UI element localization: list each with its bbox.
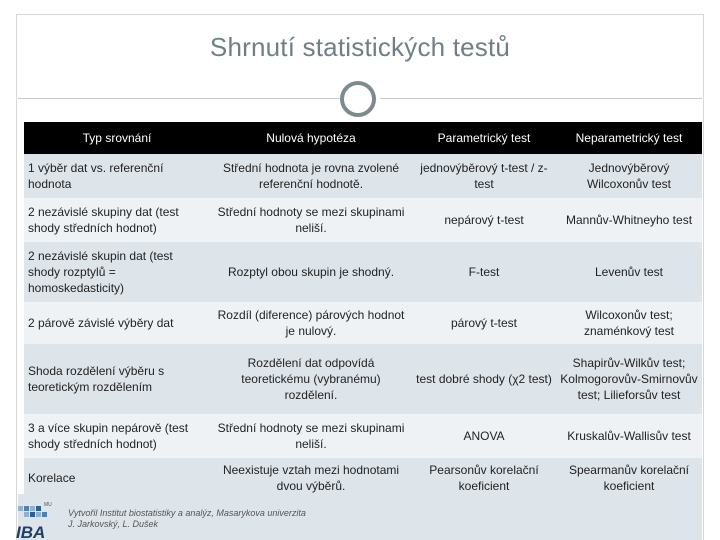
- cell-comparison-type: Shoda rozdělení výběru s teoretickým rozdělením: [24, 344, 210, 414]
- cell-nonparametric-test: Jednovýběrový Wilcoxonův test: [556, 154, 702, 198]
- header-parametric-test: Parametrický test: [412, 122, 556, 154]
- cell-null-hypothesis: Rozdělení dat odpovídá teoretickému (vybranému) rozdělení.: [210, 344, 412, 414]
- table-header-row: [24, 122, 702, 154]
- table-row: [24, 302, 702, 344]
- cell-comparison-type: 1 výběr dat vs. referenční hodnota: [24, 154, 210, 198]
- cell-parametric-test: ANOVA: [412, 414, 556, 458]
- title-divider-right: [380, 98, 702, 99]
- cell-parametric-test: Pearsonův korelační koeficient: [412, 458, 556, 498]
- cell-comparison-type: Korelace: [24, 458, 210, 498]
- cell-nonparametric-test: Spearmanův korelační koeficient: [556, 458, 702, 498]
- table-row: [24, 198, 702, 242]
- header-comparison-type: Typ srovnání: [24, 122, 210, 154]
- cell-parametric-test: nepárový t-test: [412, 198, 556, 242]
- statistical-tests-table: [24, 122, 702, 498]
- cell-null-hypothesis: Střední hodnota je rovna zvolené referenční hodnotě.: [210, 154, 412, 198]
- cell-parametric-test: jednovýběrový t-test / z-test: [412, 154, 556, 198]
- cell-nonparametric-test: Levenův test: [556, 242, 702, 302]
- cell-comparison-type: 2 nezávislé skupin dat (test shody rozptylů = homoskedasticity): [24, 242, 210, 302]
- cell-null-hypothesis: Rozptyl obou skupin je shodný.: [210, 242, 412, 302]
- cell-comparison-type: 2 nezávislé skupiny dat (test shody středních hodnot): [24, 198, 210, 242]
- logo-small-text: MU: [44, 502, 52, 508]
- cell-null-hypothesis: Rozdíl (diference) párových hodnot je nulový.: [210, 302, 412, 344]
- table-row: [24, 242, 702, 302]
- table-row: [24, 154, 702, 198]
- table-row: [24, 458, 702, 498]
- footer-credits: [68, 508, 306, 530]
- footer-line-1: Vytvořil Institut biostatistiky a analýz, Masarykova univerzita: [68, 508, 306, 518]
- header-nonparametric-test: Neparametrický test: [556, 122, 702, 154]
- title-divider-left: [18, 98, 340, 99]
- cell-nonparametric-test: Shapirův-Wilkův test; Kolmogorovův-Smirnovův test; Lilieforsův test: [556, 344, 702, 414]
- cell-null-hypothesis: Střední hodnoty se mezi skupinami neliší.: [210, 414, 412, 458]
- circle-ornament-icon: [340, 81, 376, 117]
- table-row: [24, 344, 702, 414]
- table-row: [24, 414, 702, 458]
- cell-null-hypothesis: Neexistuje vztah mezi hodnotami dvou výběrů.: [210, 458, 412, 498]
- cell-nonparametric-test: Kruskalův-Wallisův test: [556, 414, 702, 458]
- cell-parametric-test: F-test: [412, 242, 556, 302]
- cell-null-hypothesis: Střední hodnoty se mezi skupinami neliší.: [210, 198, 412, 242]
- iba-logo: [14, 500, 58, 540]
- logo-text: IBA: [16, 523, 46, 540]
- cell-comparison-type: 2 párově závislé výběry dat: [24, 302, 210, 344]
- cell-parametric-test: test dobré shody (χ2 test): [412, 344, 556, 414]
- cell-comparison-type: 3 a více skupin nepárově (test shody středních hodnot): [24, 414, 210, 458]
- slide-title: Shrnutí statistických testů: [209, 32, 511, 62]
- footer-line-2: J. Jarkovský, L. Dušek: [68, 519, 159, 529]
- cell-nonparametric-test: Mannův-Whitneyho test: [556, 198, 702, 242]
- header-null-hypothesis: Nulová hypotéza: [210, 122, 412, 154]
- cell-nonparametric-test: Wilcoxonův test; znaménkový test: [556, 302, 702, 344]
- cell-parametric-test: párový t-test: [412, 302, 556, 344]
